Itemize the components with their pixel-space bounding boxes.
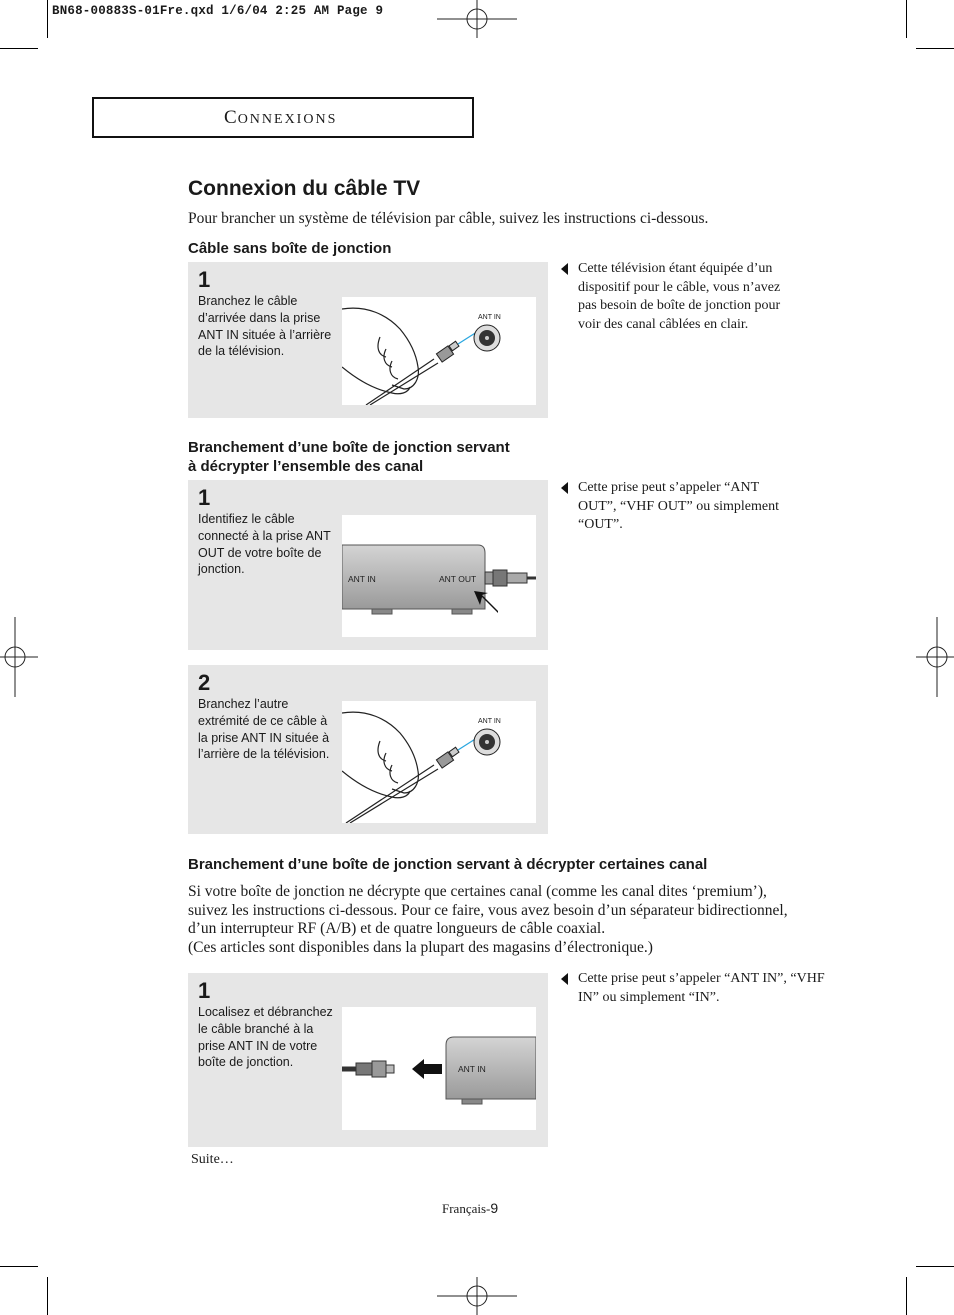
tv-jack-illustration bbox=[342, 701, 536, 823]
page-number: 9 bbox=[490, 1200, 499, 1216]
tv-jack-illustration bbox=[342, 297, 536, 405]
hand-cable-illustration bbox=[342, 297, 536, 405]
step-number: 1 bbox=[198, 485, 211, 510]
cable-box-ant-out-illustration bbox=[342, 515, 536, 637]
footer-language: Français- bbox=[442, 1201, 491, 1216]
step-text: Localisez et débranchez le câble branché à la prise ANT IN de votre boîte de jonction. bbox=[198, 1005, 333, 1070]
ant-out-jack bbox=[485, 572, 493, 584]
step-panel-3 bbox=[188, 973, 548, 1147]
intro-text: Pour brancher un système de télévision par câble, suivez les instructions ci-dessous. bbox=[188, 210, 709, 227]
step-number: 1 bbox=[198, 267, 211, 292]
cable-connector bbox=[356, 1063, 372, 1075]
subsection-heading-1: Câble sans boîte de jonction bbox=[188, 240, 392, 257]
step-text: Identifiez le câble connecté à la prise ANT OUT de votre boîte de jonction. bbox=[198, 512, 331, 577]
note-arrow bbox=[561, 482, 568, 494]
note-3: Cette prise peut s’appeler “ANT IN”, “VHF IN” ou simplement “IN”. bbox=[578, 971, 825, 1005]
step-panel-1 bbox=[188, 262, 548, 418]
step-text: Branchez le câble d’arrivée dans la prise ANT IN située à l’arrière de la télévision. bbox=[198, 294, 332, 359]
continued-label: Suite… bbox=[191, 1152, 234, 1167]
section-title: CONNEXIONS bbox=[224, 107, 338, 128]
body-paragraph: Si votre boîte de jonction ne décrypte que certaines canal (comme les canal dites ‘premium’), suivez les instructions ci-dessous. Pour ce faire, vous avez besoin d’un séparateur bidirectionnel, d’un interrupteur RF (A/B) et de quatre longueurs de câble coaxial. (Ces articles sont disponibles dans la plupart des magasins d’électronique.) bbox=[188, 883, 788, 956]
step-panel-2a bbox=[188, 480, 548, 650]
note-arrow bbox=[561, 263, 568, 275]
ant-in-label: ANT IN bbox=[348, 574, 376, 584]
ant-in-label: ANT IN bbox=[458, 1064, 486, 1074]
section-header bbox=[92, 97, 474, 138]
print-slug: BN68-00883S-01Fre.qxd 1/6/04 2:25 AM Page 9 bbox=[52, 4, 384, 18]
disconnect-cable-illustration bbox=[342, 1007, 536, 1130]
note-1: Cette télévision étant équipée d’un dispositif pour le câble, vous n’avez pas besoin de boîte de jonction pour voir des canal câblées en clair. bbox=[578, 261, 781, 332]
step-number: 1 bbox=[198, 978, 211, 1003]
page-title: Connexion du câble TV bbox=[188, 177, 421, 200]
page-footer bbox=[442, 1200, 498, 1217]
cable-box-illustration bbox=[342, 1007, 536, 1130]
step-panel-2b bbox=[188, 665, 548, 834]
hand-cable-illustration bbox=[342, 701, 536, 823]
ant-out-label: ANT OUT bbox=[439, 574, 477, 584]
cable-box-illustration bbox=[342, 515, 536, 637]
note-2: Cette prise peut s’appeler “ANT OUT”, “VHF OUT” ou simplement “OUT”. bbox=[578, 480, 780, 533]
left-arrow-icon bbox=[412, 1059, 442, 1079]
subsection-heading-3: Branchement d’une boîte de jonction servant à décrypter certaines canal bbox=[188, 856, 708, 873]
step-number: 2 bbox=[198, 670, 211, 695]
note-arrow bbox=[561, 973, 568, 985]
subsection-heading-2: Branchement d’une boîte de jonction servant à décrypter l’ensemble des canal bbox=[188, 439, 510, 475]
jack-label: ANT IN bbox=[478, 718, 501, 725]
step-text: Branchez l’autre extrémité de ce câble à la prise ANT IN située à l’arrière de la télévision. bbox=[198, 697, 330, 762]
jack-label: ANT IN bbox=[478, 314, 501, 321]
